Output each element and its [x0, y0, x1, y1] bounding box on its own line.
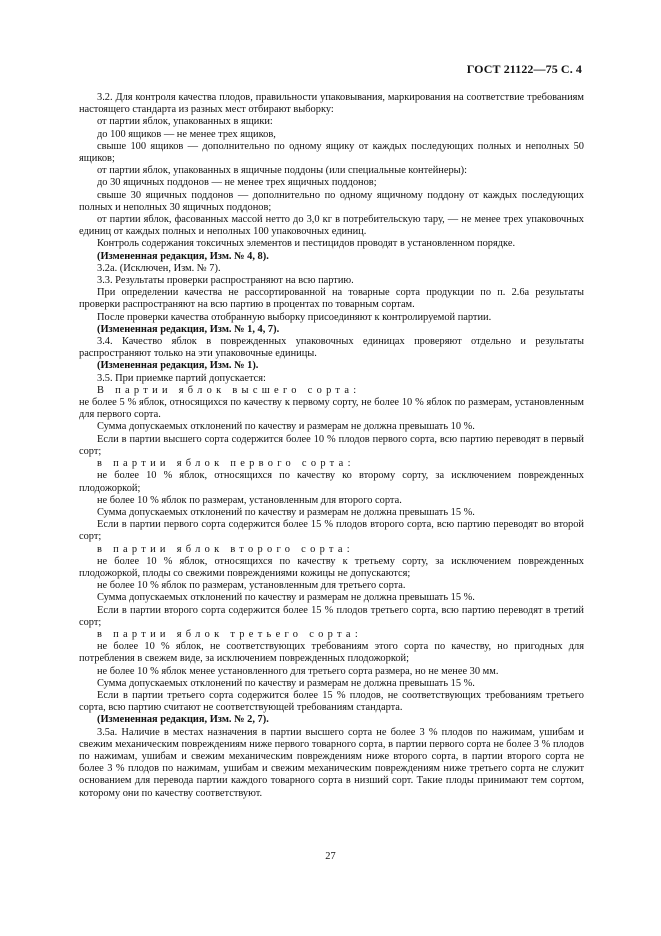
paragraph: (Измененная редакция, Изм. № 1, 4, 7).: [97, 323, 280, 335]
document-body: [79, 92, 584, 800]
paragraph: свыше 100 ящиков — дополнительно по одному ящику от каждых последующих полных и неполных 50 ящиков;: [79, 140, 584, 165]
paragraph: (Измененная редакция, Изм. № 1).: [97, 360, 259, 372]
paragraph: (Измененная редакция, Изм. № 2, 7).: [97, 714, 269, 726]
paragraph: 3.2а. (Исключен, Изм. № 7).: [97, 262, 221, 274]
paragraph: Если в партии первого сорта содержится более 15 % плодов второго сорта, всю партию переводят во второй сорт;: [79, 519, 584, 543]
paragraph: не более 10 % яблок менее установленного для третьего сорта размера, но не менее 30 мм.: [97, 665, 499, 677]
paragraph: В партии яблок высшего сорта:: [97, 384, 361, 396]
paragraph: 3.2. Для контроля качества плодов, правильности упаковывания, маркирования на соответствие требованиям настоящего стандарта из разных мест отбирают выборку:: [79, 92, 584, 116]
paragraph: не более 10 % яблок по размерам, установленным для второго сорта.: [97, 494, 402, 506]
paragraph: Сумма допускаемых отклонений по качеству и размерам не должна превышать 15 %.: [97, 506, 475, 518]
paragraph: 3.3. Результаты проверки распространяют на всю партию.: [97, 275, 354, 287]
paragraph: Сумма допускаемых отклонений по качеству и размерам не должна превышать 15 %.: [97, 592, 475, 604]
paragraph: После проверки качества отобранную выборку присоединяют к контролируемой партии.: [97, 311, 492, 323]
paragraph: в партии яблок второго сорта:: [97, 543, 354, 555]
paragraph: Если в партии высшего сорта содержится более 10 % плодов первого сорта, всю партию переводят в первый сорт;: [79, 433, 584, 457]
paragraph: в партии яблок первого сорта:: [97, 458, 355, 470]
paragraph: от партии яблок, упакованных в ящичные поддоны (или специальные контейнеры):: [97, 165, 467, 177]
paragraph: При определении качества не рассортированной на товарные сорта продукции по п. 2.6а результаты проверки распространяют на всю партию в процентах по товарным сортам.: [79, 287, 584, 311]
page-header: ГОСТ 21122—75 С. 4: [466, 62, 582, 76]
paragraph: 3.5. При приемке партий допускается:: [97, 372, 266, 384]
paragraph: (Измененная редакция, Изм. № 4, 8).: [97, 250, 269, 262]
paragraph: от партии яблок, фасованных массой нетто до 3,0 кг в потребительскую тару, — не менее трех упаковочных единиц от каждых полных и неполных 100 упаковочных единиц.: [79, 214, 584, 238]
paragraph: Контроль содержания токсичных элементов и пестицидов проводят в установленном порядке.: [97, 238, 516, 250]
paragraph: не более 10 % яблок по размерам, установленным для третьего сорта.: [97, 580, 406, 592]
paragraph: не более 10 % яблок, относящихся по качеству к третьему сорту, за исключением поврежденных плодожоркой, плоды со свежими повреждениями кожицы не допускаются;: [79, 555, 584, 579]
paragraph: свыше 30 ящичных поддонов — дополнительно по одному ящичному поддону от каждых последующих полных и неполных 30 ящичных поддонов;: [79, 189, 584, 213]
paragraph: 3.4. Качество яблок в поврежденных упаковочных единицах проверяют отдельно и результаты распространяют только на эти упаковочные единицы.: [79, 336, 584, 360]
paragraph: не более 10 % яблок, относящихся по качеству ко второму сорту, за исключением поврежденных плодожоркой;: [79, 470, 584, 494]
paragraph: в партии яблок третьего сорта:: [97, 628, 363, 640]
paragraph: 3.5а. Наличие в местах назначения в партии высшего сорта не более 3 % плодов по нажимам, ушибам и свежим механическим повреждениям ниже первого товарного сорта, в партии первого сорта не более 3 % плодов по нажимам, ушибам и свежим механическим повреждениям ниже второго сорта, в партии второго сорта не более 3 % плодов по нажимам, ушибам и свежим механическим повреждениям ниже третьего сорта не служит основанием для перевода партии каждого товарного сорта в низший сорт. Такие плоды принимают тем сортом, которому они по качеству соответствуют.: [79, 726, 584, 799]
paragraph: Если в партии второго сорта содержится более 15 % плодов третьего сорта, всю партию переводят в третий сорт;: [79, 604, 584, 628]
paragraph: Если в партии третьего сорта содержится более 15 % плодов, не соответствующих требованиям третьего сорта, всю партию считают не соответствующей требованиям стандарта.: [79, 689, 584, 714]
page-number: 27: [325, 851, 336, 862]
paragraph: не более 10 % яблок, не соответствующих требованиям этого сорта по качеству, но пригодных для потребления в свежем виде, за исключением поврежденных плодожоркой;: [79, 641, 584, 665]
paragraph: Сумма допускаемых отклонений по качеству и размерам не должна превышать 10 %.: [97, 421, 475, 433]
paragraph: Сумма допускаемых отклонений по качеству и размерам не должна превышать 15 %.: [97, 677, 475, 689]
paragraph: не более 5 % яблок, относящихся по качеству к первому сорту, не более 10 % яблок по размерам, установленным для первого сорта.: [79, 397, 584, 421]
paragraph: до 30 ящичных поддонов — не менее трех ящичных поддонов;: [97, 177, 377, 189]
paragraph: от партии яблок, упакованных в ящики:: [97, 116, 273, 128]
paragraph: до 100 ящиков — не менее трех ящиков,: [97, 128, 276, 140]
